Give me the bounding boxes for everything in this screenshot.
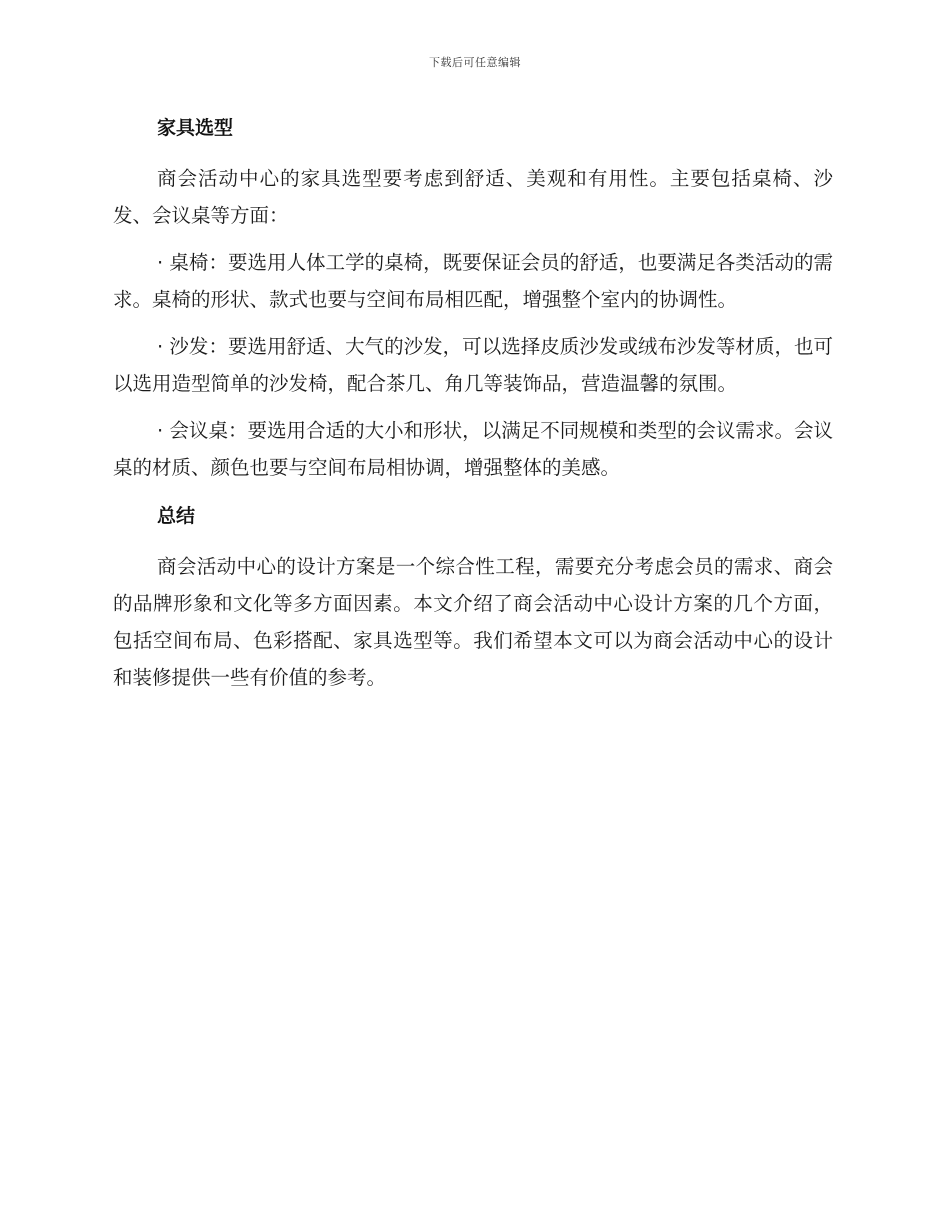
paragraph-furniture-sofa: · 沙发：要选用舒适、大气的沙发，可以选择皮质沙发或绒布沙发等材质，也可以选用造型简单的沙发椅，配合茶几、角几等装饰品，营造温馨的氛围。 — [113, 335, 833, 395]
document-body — [113, 110, 833, 706]
paragraph-furniture-chairs: · 桌椅：要选用人体工学的桌椅，既要保证会员的舒适，也要满足各类活动的需求。桌椅的形状、款式也要与空间布局相匹配，增强整个室内的协调性。 — [113, 251, 833, 311]
paragraph-furniture-intro: 商会活动中心的家具选型要考虑到舒适、美观和有用性。主要包括桌椅、沙发、会议桌等方面： — [113, 167, 833, 227]
section-heading-summary: 总结 — [157, 505, 196, 527]
header-note: 下载后可任意编辑 — [429, 56, 521, 69]
paragraph-furniture-table: · 会议桌：要选用合适的大小和形状，以满足不同规模和类型的会议需求。会议桌的材质、颜色也要与空间布局相协调，增强整体的美感。 — [113, 419, 833, 479]
paragraph-summary: 商会活动中心的设计方案是一个综合性工程，需要充分考虑会员的需求、商会的品牌形象和文化等多方面因素。本文介绍了商会活动中心设计方案的几个方面，包括空间布局、色彩搭配、家具选型等。我们希望本文可以为商会活动中心的设计和装修提供一些有价值的参考。 — [113, 555, 833, 689]
section-heading-furniture: 家具选型 — [157, 117, 234, 139]
